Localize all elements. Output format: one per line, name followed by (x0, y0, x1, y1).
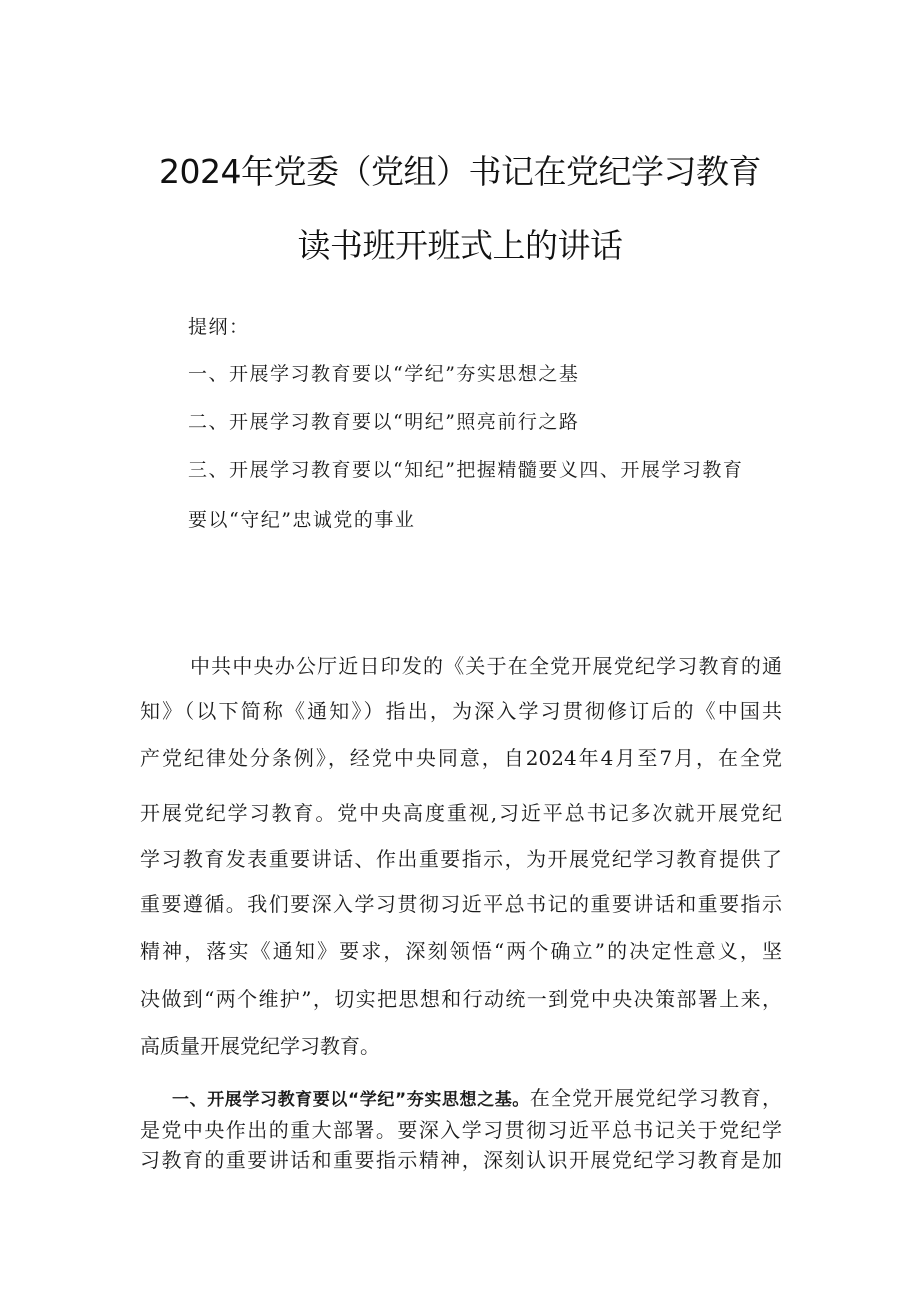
outline-item: 要以“守纪”忠诚党的事业 (188, 509, 416, 531)
paragraph-2-line (172, 1082, 782, 1111)
paragraph-1-line: 开展党纪学习教育。党中央高度重视,习近平总书记多次就开展党纪 (140, 801, 782, 825)
paragraph-1-line: 高质量开展党纪学习教育。 (140, 1034, 380, 1058)
document-title-line-1: 2024年党委（党组）书记在党纪学习教育 (159, 152, 761, 191)
paragraph-1-line: 知》（以下简称《通知》）指出，为深入学习贯彻修订后的《中国共 (140, 699, 782, 723)
outline-item: 一、开展学习教育要以“学纪”夯实思想之基 (188, 363, 580, 385)
paragraph-1-line: 精神，落实《通知》要求，深刻领悟“两个确立”的决定性意义，坚 (140, 939, 782, 963)
section-heading-bold: 一、开展学习教育要以“学纪”夯实思想之基。 (172, 1090, 530, 1110)
document-title-line-2: 读书班开班式上的讲话 (297, 226, 623, 265)
outline-heading: 提纲： (188, 316, 250, 338)
paragraph-1-line: 学习教育发表重要讲话、作出重要指示，为开展党纪学习教育提供了 (140, 847, 782, 871)
outline-item: 二、开展学习教育要以“明纪”照亮前行之路 (188, 411, 580, 433)
paragraph-1-line: 中共中央办公厅近日印发的《关于在全党开展党纪学习教育的通 (190, 654, 782, 678)
paragraph-2-line: 习教育的重要讲话和重要指示精神，深刻认识开展党纪学习教育是加 (140, 1148, 782, 1172)
paragraph-1-line: 决做到“两个维护”，切实把思想和行动统一到党中央决策部署上来， (140, 987, 782, 1011)
paragraph-1-line: 产党纪律处分条例》，经党中央同意，自2024年4月至7月，在全党 (140, 746, 782, 770)
paragraph-2-line-rest: 在全党开展党纪学习教育， (529, 1086, 782, 1110)
paragraph-1-line: 重要遵循。我们要深入学习贯彻习近平总书记的重要讲话和重要指示 (140, 892, 782, 916)
outline-item: 三、开展学习教育要以“知纪”把握精髓要义四、开展学习教育 (188, 459, 744, 481)
paragraph-2-line: 是党中央作出的重大部署。要深入学习贯彻习近平总书记关于党纪学 (140, 1118, 782, 1142)
